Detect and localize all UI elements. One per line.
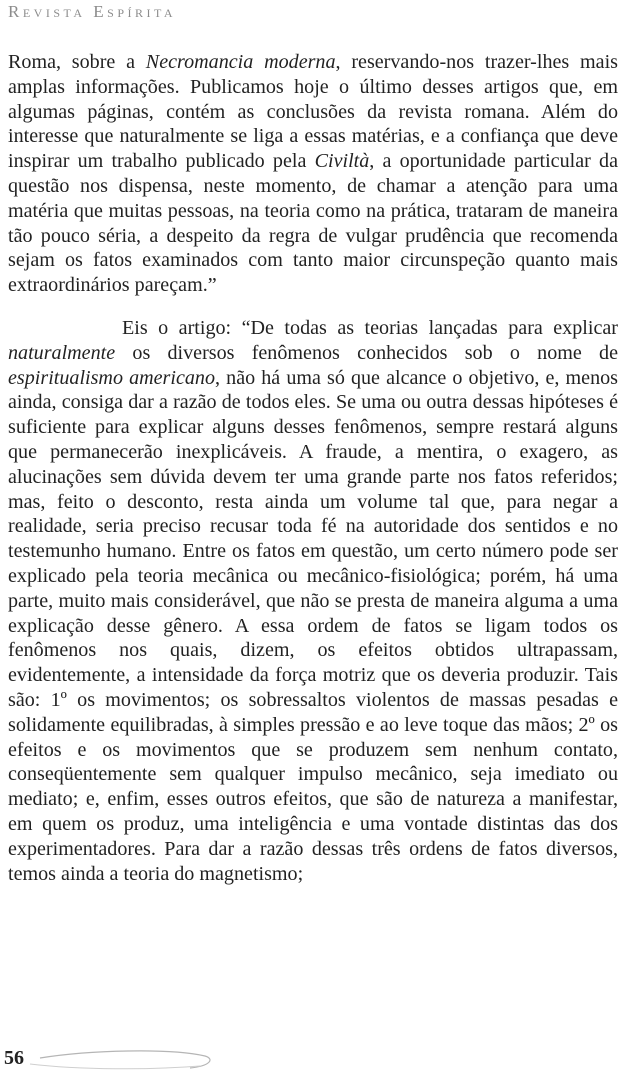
italic-text: naturalmente — [8, 341, 116, 364]
footer-swash-ornament — [0, 1044, 240, 1073]
page-number: 56 — [4, 1047, 24, 1069]
text-run: Eis o artigo: “De todas as teorias lançadas para explicar — [122, 316, 618, 339]
italic-text: espiritualismo americano — [8, 366, 216, 389]
text-run: Roma, sobre a — [8, 51, 146, 73]
italic-text: Civiltà — [314, 150, 370, 173]
running-head: Revista Espírita — [8, 2, 177, 21]
italic-text: Necromancia moderna — [145, 51, 336, 73]
text-run: os diversos fenômenos conhecidos sob o nome de — [115, 341, 618, 364]
paragraph — [8, 316, 618, 886]
text-run: , a oportunidade particular da questão nos dispensa, neste momento, de chamar a atenção para uma matéria que muitas pessoas, na teoria como na prática, trataram de maneira tão pouco séria, a despeito da regra de vulgar prudência que recomenda sejam os fatos examinados com tanto maior circunspeção quanto mais extraordinários pareçam.” — [8, 150, 618, 297]
body-text — [8, 50, 618, 886]
text-run: , reservando-nos trazer-lhes mais amplas informações. Publicamos hoje o último desses artigos que, em algumas páginas, contém as conclusões da revista romana. Além do interesse que naturalmente se liga a essas matérias, e a confiança que deve inspirar um trabalho publicado pela — [8, 51, 618, 173]
text-run: , não há uma só que alcance o objetivo, e, menos ainda, consiga dar a razão de todos eles. Se uma ou outra dessas hipóteses é suficiente para explicar alguns desses fenômenos, sempre restará alguns que permanecerão inexplicáveis. A fraude, a mentira, o exagero, as alucinações sem dúvida devem ter uma grande parte nos fatos referidos; mas, feito o desconto, resta ainda um volume tal que, para negar a realidade, seria preciso recusar toda fé na autoridade dos sentidos e no testemunho humano. Entre os fatos em questão, um certo número pode ser explicado pela teoria mecânica ou mecânico-fisiológica; porém, há uma parte, muito mais considerável, que não se presta de maneira alguma a uma explicação desse gênero. A essa ordem de fatos se ligam todos os fenômenos nos quais, dizem, os efeitos obtidos ultrapassam, evidentemente, a intensidade da força motriz que os deveria produzir. Tais são: 1º os movimentos; os sobressaltos violentos de massas pesadas e solidamente equilibradas, à simples pressão e ao leve toque das mãos; 2º os efeitos e os movimentos que se produzem sem nenhum contato, conseqüentemente sem qualquer impulso mecânico, seja imediato ou mediato; e, enfim, esses outros efeitos, que são de natureza a manifestar, em quem os produz, uma inteligência e uma vontade distintas das dos experimentadores. Para dar a razão dessas três ordens de fatos diversos, temos ainda a teoria do magnetismo; — [8, 366, 619, 885]
paragraph — [8, 50, 618, 298]
